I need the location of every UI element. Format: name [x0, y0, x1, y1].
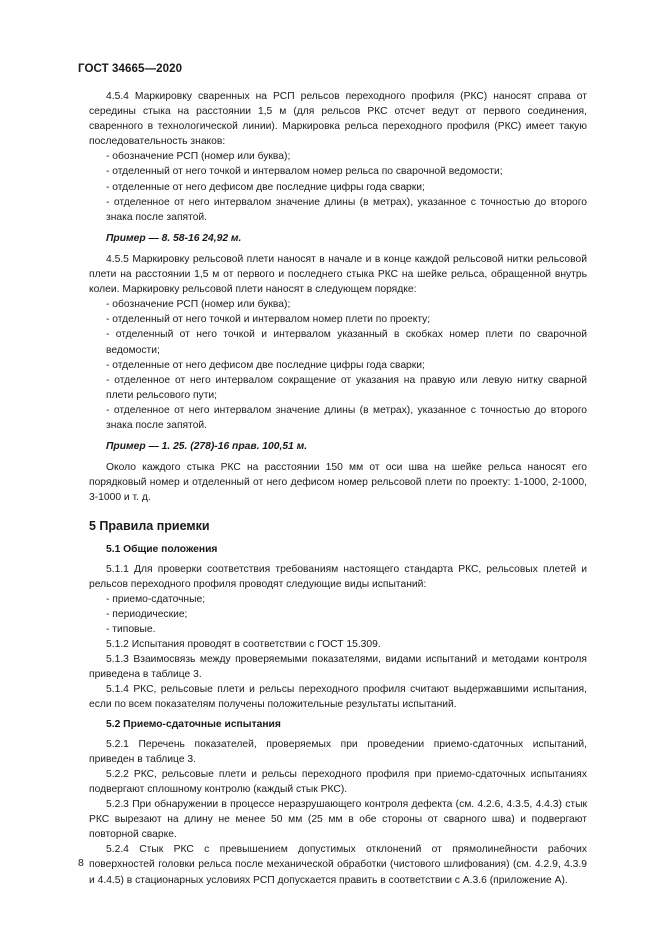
paragraph: 5.2.1 Перечень показателей, проверяемых при проведении приемо-сдаточных испытаний, приведен в таблице 3.	[89, 738, 587, 765]
paragraph: 5.1.1 Для проверки соответствия требованиям настоящего стандарта РКС, рельсовых плетей и рельсов переходного профиля проводят следующие виды испытаний:	[89, 563, 587, 590]
paragraph: 5.1.3 Взаимосвязь между проверяемыми показателями, видами испытаний и методами контроля приведена в таблице 3.	[89, 654, 587, 681]
list-item: - отделенное от него интервалом сокращение от указания на правую или левую нитку сварной плети рельсового пути;	[106, 374, 587, 401]
subsection-heading: 5.2 Приемо-сдаточные испытания	[106, 718, 281, 730]
list-item: - отделенный от него точкой и интервалом номер плети по проекту;	[106, 314, 431, 326]
example-line: Пример — 1. 25. (278)-16 прав. 100,51 м.	[106, 441, 308, 453]
standard-header: ГОСТ 34665—2020	[78, 63, 183, 75]
paragraph: 5.2.4 Стык РКС с превышением допустимых отклонений от прямолинейности рабочих поверхностей головки рельса после механической обработки (чистового шлифования) (см. 4.2.9, 4.3.9 и 4.4.5) в стационарных условиях РСП допускается править в соответствии с А.3.6 (приложение А).	[89, 844, 587, 886]
list-item: - отделенные от него дефисом две последние цифры года сварки;	[106, 181, 425, 193]
example-line: Пример — 8. 58-16 24,92 м.	[106, 232, 242, 244]
list-item: - отделенные от него дефисом две последние цифры года сварки;	[106, 359, 425, 371]
paragraph: 4.5.5 Маркировку рельсовой плети наносят в начале и в конце каждой рельсовой нитки рельсовой плети на расстоянии 1,5 м от первого и последнего стыка РКС на шейке рельса, обращенной внутрь колеи. Маркировку рельсовой плети наносят в следующем порядке:	[89, 253, 587, 296]
list-item: - отделенный от него точкой и интервалом номер рельса по сварочной ведомости;	[106, 166, 503, 178]
list-item: - отделенное от него интервалом значение длины (в метрах), указанное с точностью до второго знака после запятой.	[106, 404, 587, 431]
list-item: - обозначение РСП (номер или буква);	[106, 151, 291, 163]
page-number: 8	[78, 857, 84, 869]
paragraph: 5.1.2 Испытания проводят в соответствии с ГОСТ 15.309.	[106, 639, 381, 651]
subsection-heading: 5.1 Общие положения	[106, 543, 218, 555]
paragraph: 4.5.4 Маркировку сваренных на РСП рельсов переходного профиля (РКС) наносят справа от середины стыка на расстоянии 1,5 м (для рельсов РКС отсчет ведут от первого соединения, сваренного в технологической линии). Маркировка рельса переходного профиля (РКС) имеет такую последовательность знаков:	[89, 91, 587, 148]
paragraph: 5.2.3 При обнаружении в процессе неразрушающего контроля дефекта (см. 4.2.6, 4.3.5, 4.4.3) стык РКС вырезают на длину не менее 50 мм (25 мм в обе стороны от сварного шва) и подвергают повторной сварке.	[89, 799, 587, 841]
document-body	[89, 89, 587, 888]
list-item: - периодические;	[106, 608, 188, 620]
paragraph: 5.1.4 РКС, рельсовые плети и рельсы переходного профиля считают выдержавшими испытания, если по всем показателям получены положительные результаты испытаний.	[89, 684, 587, 711]
list-item: - типовые.	[106, 624, 156, 635]
list-item: - отделенный от него точкой и интервалом указанный в скобках номер плети по сварочной ведомости;	[106, 329, 587, 356]
paragraph: 5.2.2 РКС, рельсовые плети и рельсы переходного профиля при приемо-сдаточных испытаниях подвергают сплошному контролю (каждый стык РКС).	[89, 768, 587, 795]
list-item: - отделенное от него интервалом значение длины (в метрах), указанное с точностью до второго знака после запятой.	[106, 196, 587, 223]
section-heading: 5 Правила приемки	[89, 519, 210, 534]
list-item: - обозначение РСП (номер или буква);	[106, 299, 291, 311]
paragraph: Около каждого стыка РКС на расстоянии 150 мм от оси шва на шейке рельса наносят его порядковый номер и отделенный от него дефисом номер рельсовой плети по проекту: 1-1000, 2-1000, 3-1000 и т. д.	[89, 462, 587, 504]
list-item: - приемо-сдаточные;	[106, 593, 206, 605]
